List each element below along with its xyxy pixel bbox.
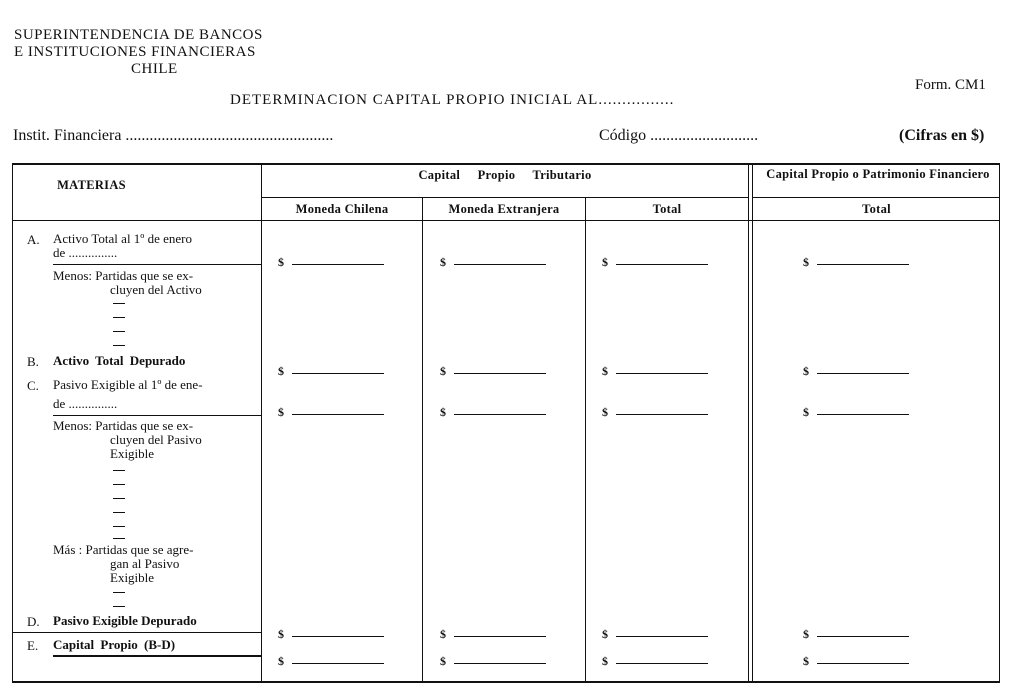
form-code: Form. CM1 — [915, 77, 986, 93]
row-d-underline — [13, 632, 261, 633]
amount-entry-line-moneda-extranjera[interactable] — [454, 636, 546, 637]
currency-symbol-moneda-chilena: $ — [278, 627, 284, 641]
row-c-dash — [113, 512, 125, 513]
col-header-financiero: Capital Propio o Patrimonio Financiero — [766, 167, 990, 181]
amount-entry-line-moneda-chilena[interactable] — [292, 636, 384, 637]
row-a-label-2: de ............... — [53, 245, 118, 260]
row-c-dash — [113, 592, 125, 593]
currency-symbol-moneda-chilena: $ — [278, 405, 284, 419]
org-name-line3: CHILE — [131, 61, 178, 77]
currency-symbol-total-fin: $ — [803, 364, 809, 378]
col-header-total-fin: Total — [862, 202, 891, 216]
row-a-letter: A. — [27, 232, 40, 247]
row-b-letter: B. — [27, 354, 39, 369]
row-c-dash — [113, 526, 125, 527]
institution-field: Instit. Financiera .................................................... — [13, 127, 334, 144]
row-c-dash — [113, 606, 125, 607]
org-name-line2: E INSTITUCIONES FINANCIERAS — [14, 44, 256, 60]
currency-symbol-total-fin: $ — [803, 627, 809, 641]
row-a-dash — [113, 345, 125, 346]
amount-entry-line-moneda-chilena[interactable] — [292, 414, 384, 415]
row-e-letter: E. — [27, 638, 39, 653]
col-header-total: Total — [652, 202, 682, 216]
row-c-menos-3: Exigible — [110, 446, 155, 461]
row-c-label-2: de ............... — [53, 396, 118, 411]
col-header-moneda-chilena: Moneda Chilena — [295, 202, 389, 216]
row-c-menos-1: Menos: Partidas que se ex- — [53, 418, 194, 433]
amount-entry-line-total-fin[interactable] — [817, 663, 909, 664]
currency-symbol-total: $ — [602, 627, 608, 641]
col-header-moneda-extranjera: Moneda Extranjera — [448, 202, 560, 216]
col-divider-1 — [422, 198, 423, 682]
currency-symbol-total-fin: $ — [803, 405, 809, 419]
amount-entry-line-moneda-chilena[interactable] — [292, 264, 384, 265]
row-c-menos-2: cluyen del Pasivo — [110, 432, 202, 447]
amount-entry-line-total-fin[interactable] — [817, 373, 909, 374]
currency-symbol-total-fin: $ — [803, 255, 809, 269]
row-a-menos-1: Menos: Partidas que se ex- — [53, 268, 194, 283]
amount-entry-line-moneda-extranjera[interactable] — [454, 663, 546, 664]
units-note: (Cifras en $) — [899, 127, 985, 144]
currency-symbol-moneda-extranjera: $ — [440, 255, 446, 269]
col-divider-fin-a — [748, 164, 749, 682]
row-c-dash — [113, 484, 125, 485]
row-c-dash — [113, 538, 125, 539]
header-bottom-line — [12, 220, 1000, 221]
col-divider-fin-b — [752, 164, 753, 682]
currency-symbol-moneda-chilena: $ — [278, 364, 284, 378]
currency-symbol-total-fin: $ — [803, 654, 809, 668]
row-a-label-1: Activo Total al 1º de enero — [53, 231, 192, 246]
row-a-underline — [53, 264, 261, 265]
amount-entry-line-total-fin[interactable] — [817, 636, 909, 637]
code-field: Código ........................... — [599, 127, 759, 144]
amount-entry-line-total[interactable] — [616, 264, 708, 265]
row-c-letter: C. — [27, 378, 39, 393]
amount-entry-line-total[interactable] — [616, 663, 708, 664]
row-b-label: Activo Total Depurado — [53, 353, 186, 368]
amount-entry-line-total-fin[interactable] — [817, 414, 909, 415]
currency-symbol-total: $ — [602, 654, 608, 668]
col-divider-2 — [585, 198, 586, 682]
col-header-tributario: Capital Propio Tributario — [418, 168, 592, 182]
row-c-mas-2: gan al Pasivo — [110, 556, 180, 571]
currency-symbol-total: $ — [602, 405, 608, 419]
header-sub-line-fin — [753, 197, 1000, 198]
row-d-letter: D. — [27, 614, 40, 629]
amount-entry-line-moneda-extranjera[interactable] — [454, 414, 546, 415]
amount-entry-line-moneda-chilena[interactable] — [292, 663, 384, 664]
row-a-dash — [113, 331, 125, 332]
row-a-menos-2: cluyen del Activo — [110, 282, 202, 297]
col-divider-materias — [261, 164, 262, 682]
amount-entry-line-total[interactable] — [616, 414, 708, 415]
row-e-label: Capital Propio (B-D) — [53, 637, 176, 652]
currency-symbol-moneda-extranjera: $ — [440, 364, 446, 378]
row-c-underline — [53, 415, 261, 416]
currency-symbol-total: $ — [602, 364, 608, 378]
currency-symbol-moneda-chilena: $ — [278, 654, 284, 668]
row-a-dash — [113, 317, 125, 318]
page-title: DETERMINACION CAPITAL PROPIO INICIAL AL................ — [230, 92, 675, 108]
amount-entry-line-total-fin[interactable] — [817, 264, 909, 265]
currency-symbol-moneda-extranjera: $ — [440, 654, 446, 668]
row-d-label: Pasivo Exigible Depurado — [53, 613, 197, 628]
row-c-mas-3: Exigible — [110, 570, 155, 585]
row-c-dash — [113, 470, 125, 471]
row-c-mas-1: Más : Partidas que se agre- — [53, 542, 194, 557]
amount-entry-line-moneda-extranjera[interactable] — [454, 264, 546, 265]
org-name-line1: SUPERINTENDENCIA DE BANCOS — [14, 27, 263, 43]
header-sub-line-trib — [262, 197, 748, 198]
currency-symbol-moneda-extranjera: $ — [440, 627, 446, 641]
currency-symbol-total: $ — [602, 255, 608, 269]
row-e-underline — [53, 655, 261, 657]
amount-entry-line-total[interactable] — [616, 636, 708, 637]
amount-entry-line-moneda-extranjera[interactable] — [454, 373, 546, 374]
row-c-label-1: Pasivo Exigible al 1º de ene- — [53, 377, 203, 392]
row-a-dash — [113, 303, 125, 304]
row-c-dash — [113, 498, 125, 499]
amount-entry-line-total[interactable] — [616, 373, 708, 374]
currency-symbol-moneda-extranjera: $ — [440, 405, 446, 419]
amount-entry-line-moneda-chilena[interactable] — [292, 373, 384, 374]
currency-symbol-moneda-chilena: $ — [278, 255, 284, 269]
col-header-materias: MATERIAS — [57, 178, 126, 192]
